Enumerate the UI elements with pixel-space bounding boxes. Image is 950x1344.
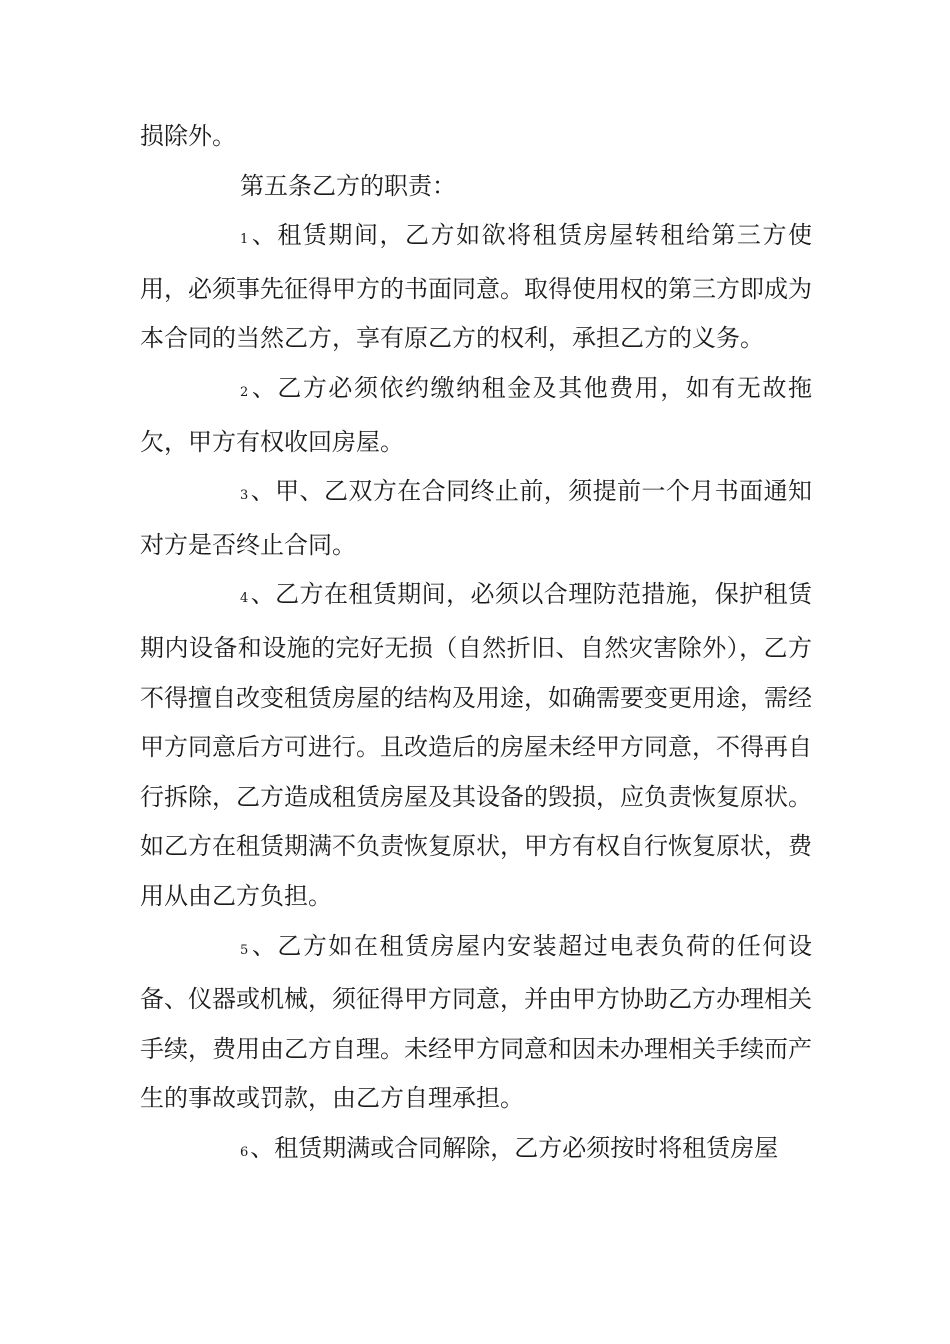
document-page — [140, 112, 812, 1177]
clause-text: 、乙方如在租赁房屋内安装超过电表负荷的任何设备、仪器或机械，须征得甲方同意，并由甲方协助乙方办理相关手续，费用由乙方自理。未经甲方同意和因未办理相关手续而产生的事故或罚款，由乙方自理承担。 — [140, 931, 812, 1113]
clause-4 — [140, 570, 812, 921]
clause-number: 1 — [240, 232, 249, 248]
clause-number: 5 — [240, 942, 249, 958]
continuation-text: 损除外。 — [140, 122, 236, 150]
clause-number: 2 — [240, 384, 249, 400]
clause-text: 、租赁期满或合同解除，乙方必须按时将租赁房屋 — [250, 1133, 779, 1162]
clause-number: 6 — [240, 1144, 249, 1160]
clause-text: 、乙方在租赁期间，必须以合理防范措施，保护租赁期内设备和设施的完好无损（自然折旧、自然灾害除外），乙方不得擅自改变租赁房屋的结构及用途，如确需要变更用途，需经甲方同意后方可进行。且改造后的房屋未经甲方同意，不得再自行拆除，乙方造成租赁房屋及其设备的毁损，应负责恢复原状。如乙方在租赁期满不负责恢复原状，甲方有权自行恢复原状，费用从由乙方负担。 — [140, 580, 812, 910]
clause-number: 4 — [240, 591, 249, 607]
clause-text: 、乙方必须依约缴纳租金及其他费用，如有无故拖欠，甲方有权收回房屋。 — [140, 373, 812, 456]
clause-1 — [140, 211, 812, 364]
clause-3 — [140, 467, 812, 570]
clause-text: 、租赁期间，乙方如欲将租赁房屋转租给第三方使用，必须事先征得甲方的书面同意。取得使用权的第三方即成为本合同的当然乙方，享有原乙方的权利，承担乙方的义务。 — [140, 221, 812, 353]
clause-2 — [140, 364, 812, 467]
clause-text: 、甲、乙双方在合同终止前，须提前一个月书面通知对方是否终止合同。 — [140, 477, 812, 559]
clause-6 — [140, 1124, 812, 1178]
clause-5 — [140, 922, 812, 1124]
article-heading: 第五条乙方的职责： — [240, 171, 456, 200]
clause-number: 3 — [240, 488, 249, 504]
